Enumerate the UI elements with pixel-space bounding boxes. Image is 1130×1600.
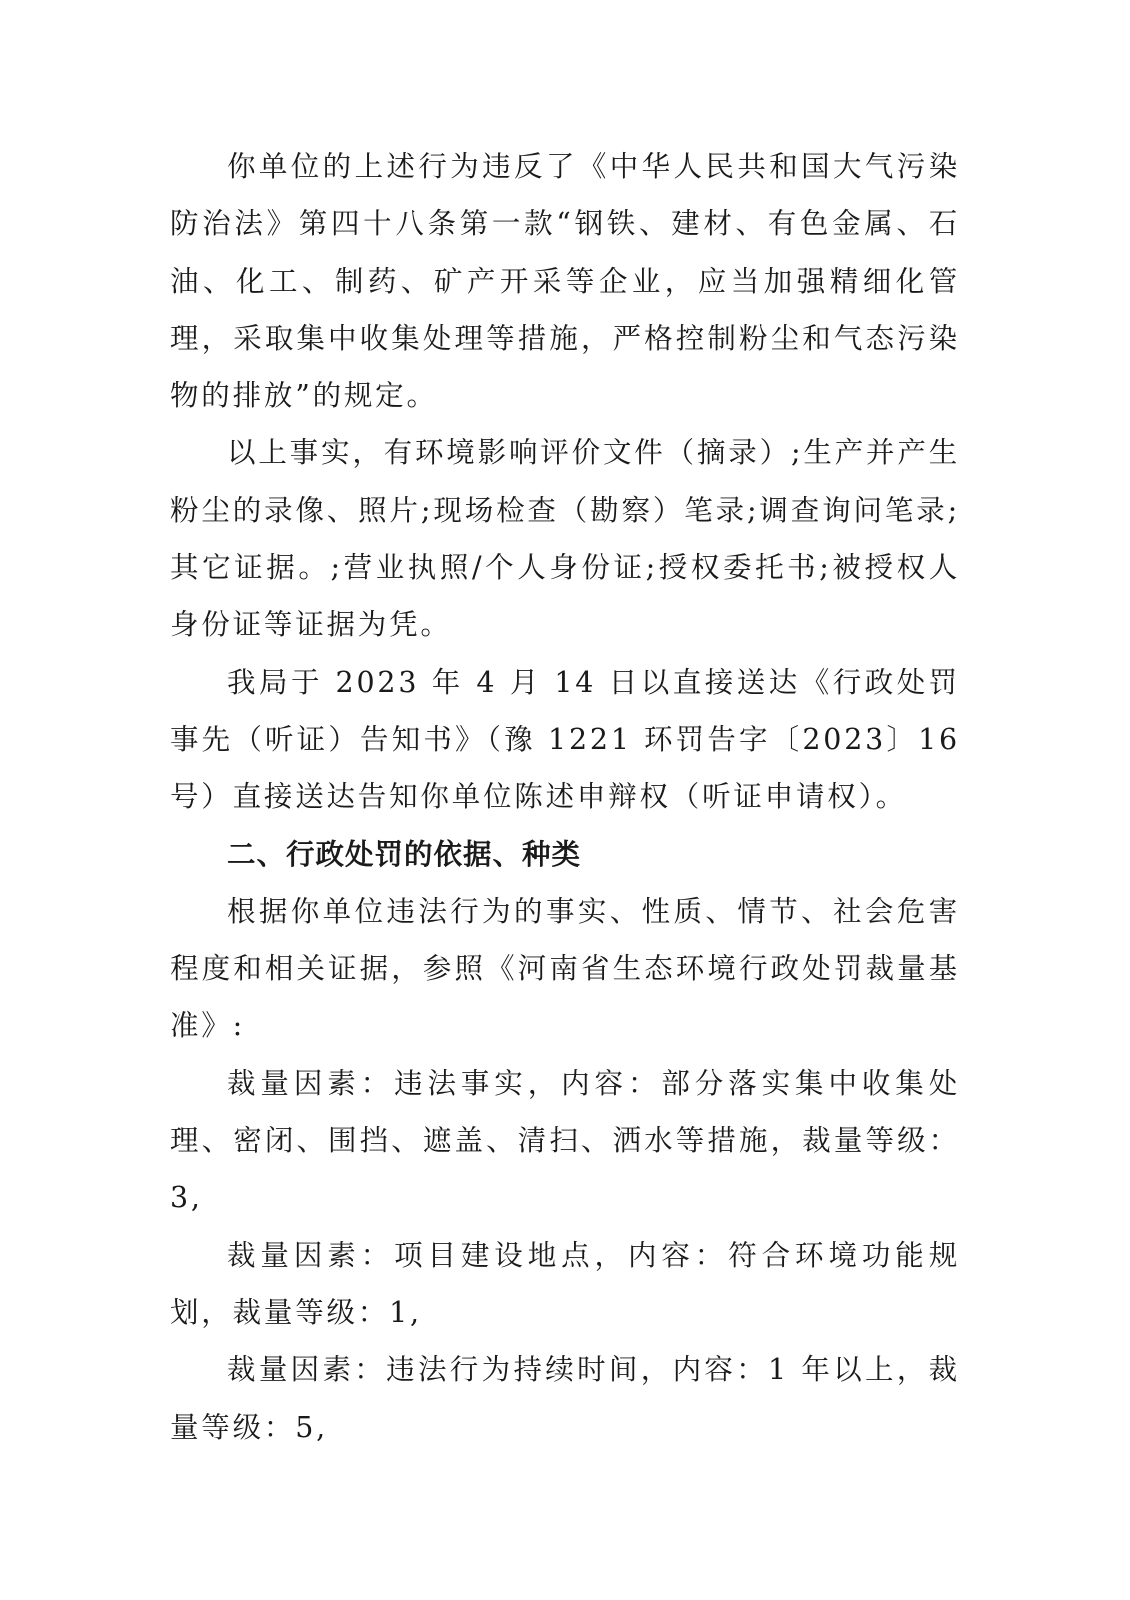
basis-paragraph: 根据你单位违法行为的事实、性质、情节、社会危害程度和相关证据，参照《河南省生态环境行政处罚裁量基准》: [170,894,960,1043]
evidence-paragraph: 以上事实，有环境影响评价文件（摘录）;生产并产生粉尘的录像、照片;现场检查（勘察）笔录;调查询问笔录;其它证据。;营业执照/个人身份证;授权委托书;被授权人身份证等证据为凭。 [170,436,960,642]
section-heading: 二、行政处罚的依据、种类 [227,837,582,871]
factor-paragraph: 裁量因素：违法事实，内容：部分落实集中收集处理、密闭、围挡、遮盖、清扫、洒水等措施，裁量等级：3, [170,1066,960,1215]
factor-paragraph: 裁量因素：违法行为持续时间，内容：1 年以上，裁量等级：5, [170,1353,960,1444]
violation-paragraph: 你单位的上述行为违反了《中华人民共和国大气污染防治法》第四十八条第一款“钢铁、建材、有色金属、石油、化工、制药、矿产开采等企业，应当加强精细化管理，采取集中收集处理等措施，严格控制粉尘和气态污染物的排放”的规定。 [170,150,960,413]
document-page [170,138,960,1456]
notice-paragraph: 我局于 2023 年 4 月 14 日以直接送达《行政处罚事先（听证）告知书》（豫 1221 环罚告字〔2023〕16 号）直接送达告知你单位陈述申辩权（听证申请权）。 [170,665,960,814]
factor-paragraph: 裁量因素：项目建设地点，内容：符合环境功能规划，裁量等级：1, [170,1238,960,1329]
